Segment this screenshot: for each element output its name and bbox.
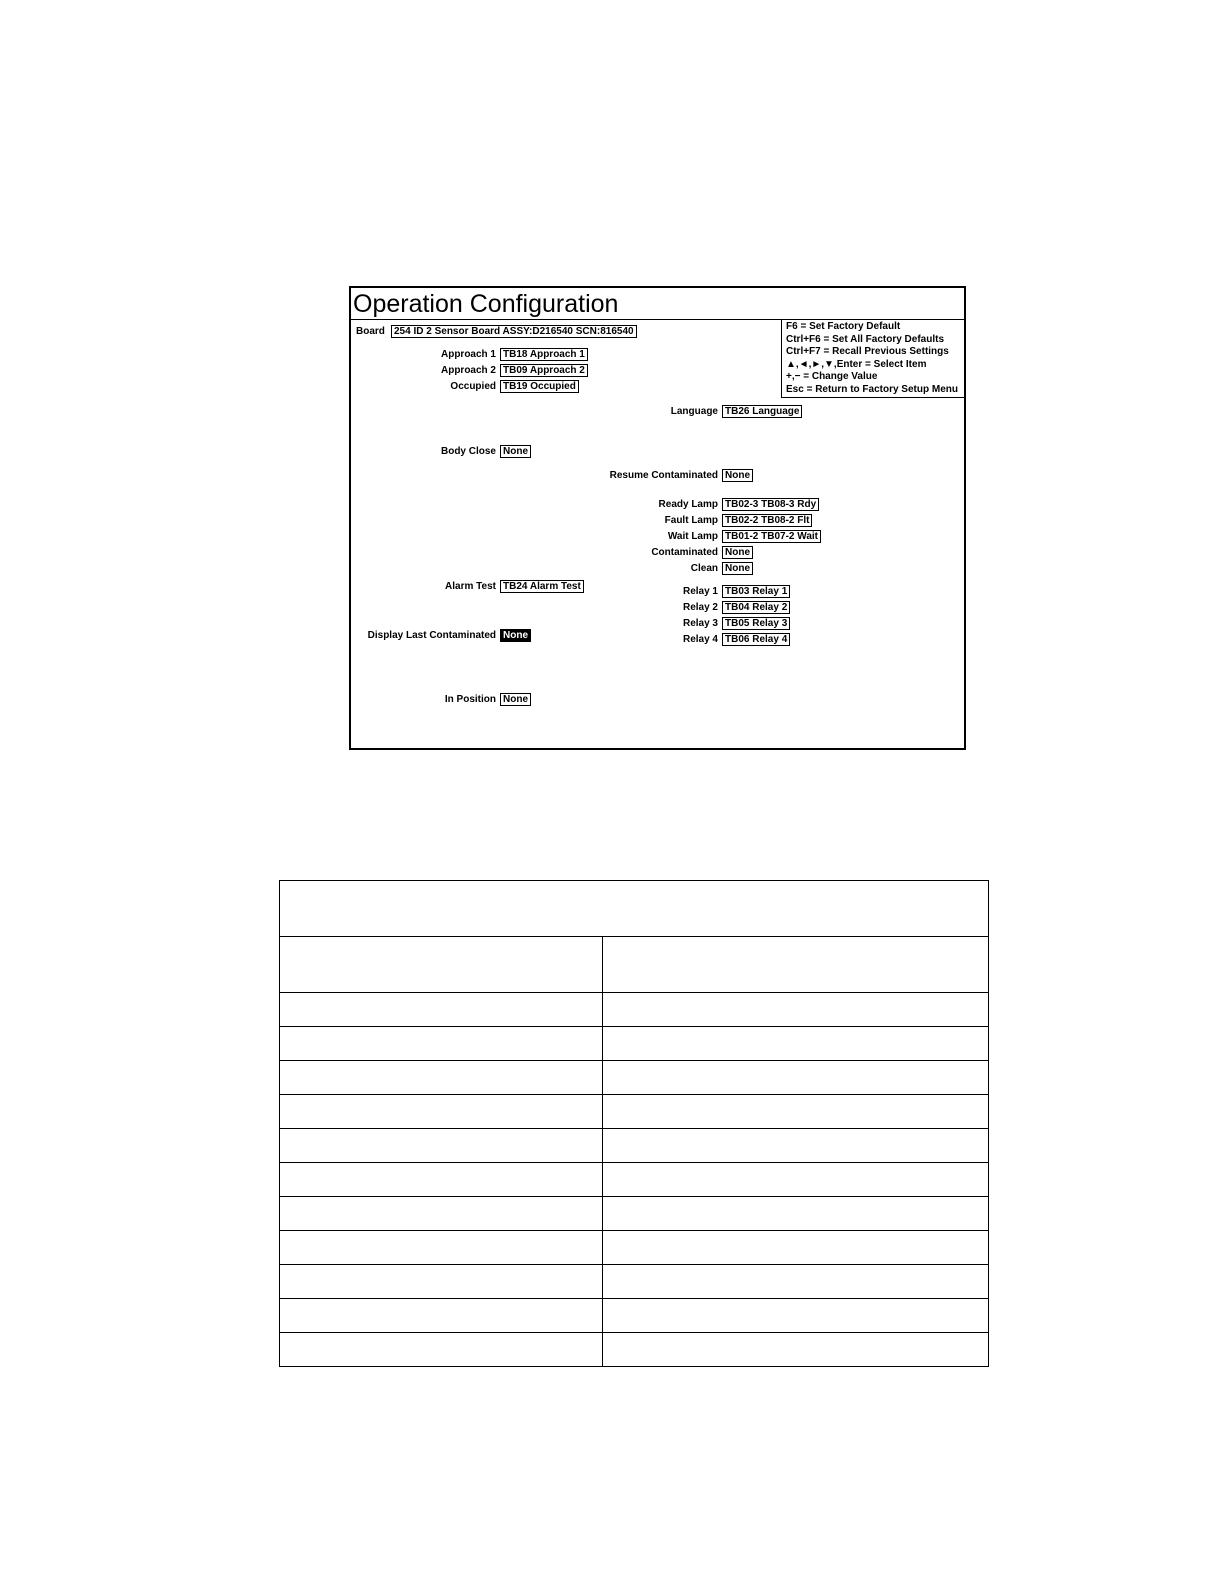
wait-lamp-label: Wait Lamp	[667, 531, 718, 542]
table-cell	[603, 1265, 989, 1299]
table-cell	[603, 1095, 989, 1129]
help-line: ▲,◄,►,▼,Enter = Select Item	[786, 358, 927, 370]
table-row	[280, 1265, 989, 1299]
clean-field[interactable]: None	[722, 562, 753, 575]
table-title-cell	[280, 881, 989, 937]
language-field[interactable]: TB26 Language	[722, 405, 802, 418]
table-cell	[280, 1333, 603, 1367]
relay2-field[interactable]: TB04 Relay 2	[722, 601, 790, 614]
contaminated-label: Contaminated	[651, 547, 718, 558]
table-cell	[603, 1299, 989, 1333]
help-line: +,− = Change Value	[786, 371, 878, 383]
relay3-label: Relay 3	[682, 618, 718, 629]
table-cell	[280, 993, 603, 1027]
relay4-field[interactable]: TB06 Relay 4	[722, 633, 790, 646]
wait-lamp-field[interactable]: TB01-2 TB07-2 Wait	[722, 530, 821, 543]
table-row	[280, 1197, 989, 1231]
in-position-field[interactable]: None	[500, 693, 531, 706]
table-cell	[280, 1299, 603, 1333]
help-line: Ctrl+F6 = Set All Factory Defaults	[786, 333, 945, 345]
fault-lamp-label: Fault Lamp	[664, 515, 718, 526]
occupied-field[interactable]: TB19 Occupied	[500, 380, 579, 393]
table-cell	[280, 1095, 603, 1129]
help-panel	[781, 320, 964, 398]
table-cell	[603, 1061, 989, 1095]
help-line: F6 = Set Factory Default	[786, 321, 901, 332]
board-field[interactable]: 254 ID 2 Sensor Board ASSY:D216540 SCN:816540	[391, 325, 637, 338]
table-row	[280, 993, 989, 1027]
table-row	[280, 1129, 989, 1163]
table-cell	[280, 1163, 603, 1197]
relay2-label: Relay 2	[682, 602, 718, 613]
display-last-contaminated-label: Display Last Contaminated	[367, 630, 496, 641]
occupied-label: Occupied	[450, 381, 496, 392]
display-last-contaminated-field[interactable]: None	[500, 629, 531, 642]
in-position-label: In Position	[444, 694, 496, 705]
table-cell	[603, 1129, 989, 1163]
resume-contaminated-field[interactable]: None	[722, 469, 753, 482]
table-header-cell	[280, 937, 603, 993]
page-title: Operation Configuration	[351, 288, 964, 320]
approach1-field[interactable]: TB18 Approach 1	[500, 348, 588, 361]
table-cell	[603, 1163, 989, 1197]
table-row	[280, 1061, 989, 1095]
contaminated-field[interactable]: None	[722, 546, 753, 559]
resume-contaminated-label: Resume Contaminated	[609, 470, 718, 481]
table-row	[280, 1333, 989, 1367]
clean-label: Clean	[690, 563, 718, 574]
approach2-label: Approach 2	[440, 365, 496, 376]
help-line: Ctrl+F7 = Recall Previous Settings	[786, 346, 949, 358]
table-row	[280, 1231, 989, 1265]
table-cell	[280, 1027, 603, 1061]
table-cell	[280, 1231, 603, 1265]
relay1-label: Relay 1	[682, 586, 718, 597]
table-row	[280, 1299, 989, 1333]
relay1-field[interactable]: TB03 Relay 1	[722, 585, 790, 598]
alarm-test-label: Alarm Test	[445, 581, 496, 592]
table-cell	[280, 1061, 603, 1095]
board-label: Board	[356, 326, 385, 337]
ready-lamp-field[interactable]: TB02-3 TB08-3 Rdy	[722, 498, 819, 511]
table-cell	[603, 1231, 989, 1265]
table-cell	[603, 1027, 989, 1061]
table-cell	[280, 1129, 603, 1163]
table-row	[280, 1027, 989, 1061]
settings-table	[279, 880, 989, 1367]
table-row	[280, 1163, 989, 1197]
table-cell	[603, 1333, 989, 1367]
language-label: Language	[670, 406, 718, 417]
fault-lamp-field[interactable]: TB02-2 TB08-2 Flt	[722, 514, 812, 527]
table-cell	[603, 1197, 989, 1231]
operation-configuration-screen	[349, 286, 966, 750]
approach1-label: Approach 1	[440, 349, 496, 360]
relay4-label: Relay 4	[682, 634, 718, 645]
table-row	[280, 1095, 989, 1129]
table-cell	[280, 1197, 603, 1231]
approach2-field[interactable]: TB09 Approach 2	[500, 364, 588, 377]
table-cell	[603, 993, 989, 1027]
ready-lamp-label: Ready Lamp	[658, 499, 718, 510]
help-line: Esc = Return to Factory Setup Menu	[786, 383, 958, 395]
table-header-row	[280, 937, 989, 993]
table-cell	[280, 1265, 603, 1299]
relay3-field[interactable]: TB05 Relay 3	[722, 617, 790, 630]
body-close-field[interactable]: None	[500, 445, 531, 458]
table-header-cell	[603, 937, 989, 993]
table-title-row	[280, 881, 989, 937]
body-close-label: Body Close	[440, 446, 496, 457]
alarm-test-field[interactable]: TB24 Alarm Test	[500, 580, 584, 593]
